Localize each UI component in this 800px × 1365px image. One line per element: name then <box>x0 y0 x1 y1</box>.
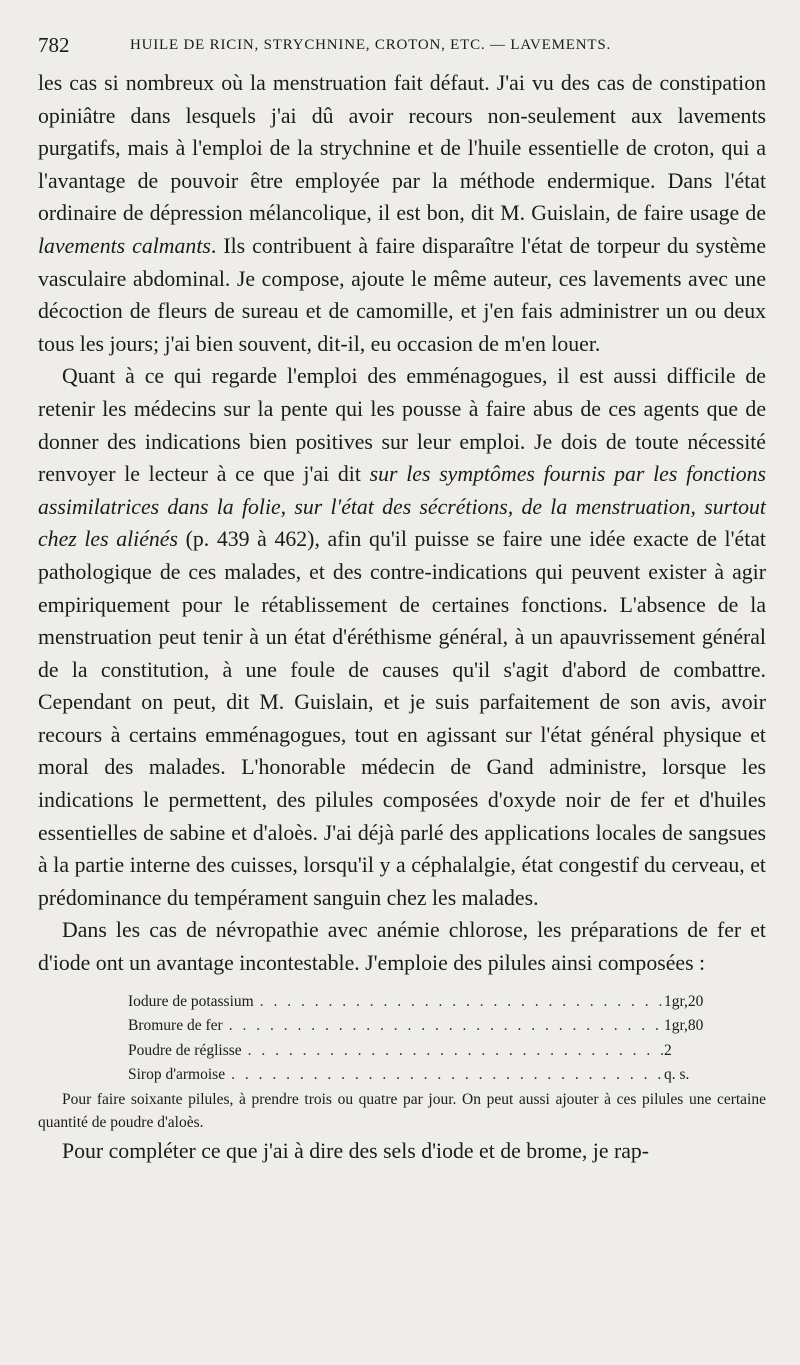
recipe-item <box>128 1063 728 1088</box>
recipe-item <box>128 1014 728 1039</box>
ingredient-quantity: q. s. <box>664 1066 690 1084</box>
dot-leader <box>223 1014 664 1039</box>
body-text <box>38 67 766 1167</box>
paragraph-1-text-a: les cas si nombreux où la menstruation fait défaut. J'ai vu des cas de constipation opiniâtre dans lesquels j'ai dû avoir recours non-seulement aux lavements purgatifs, mais à l'emploi de la strychnine et de l'huile essentielle de croton, qui a l'avantage de pouvoir être employée par la méthode endermique. Dans l'état ordinaire de dépression mélancolique, il est bon, dit M. Guislain, de faire usage de <box>38 71 766 226</box>
paragraph-4: Pour compléter ce que j'ai à dire des sels d'iode et de brome, je rap- <box>62 1138 650 1163</box>
ingredient-name: Sirop d'armoise <box>128 1066 226 1084</box>
ingredient-quantity: 1gr,20 <box>664 992 704 1010</box>
paragraph-1-emphasis: lavements calmants <box>38 233 211 258</box>
recipe-list <box>128 990 728 1088</box>
dot-leader <box>254 990 664 1015</box>
ingredient-quantity: 1gr,80 <box>664 1017 704 1035</box>
recipe-note: Pour faire soixante pilules, à prendre trois ou quatre par jour. On peut aussi ajouter à ces pilules une certaine quantité de poudre d'aloès. <box>38 1090 766 1132</box>
dot-leader <box>225 1063 664 1088</box>
ingredient-quantity: 2 <box>664 1041 672 1059</box>
paragraph-1-text-b: . Ils contribuent à faire disparaître l'état de torpeur du système vasculaire abdominal. Je compose, ajoute le même auteur, ces lavements avec une décoction de fleurs de sureau et de camomille, et j'en fais administrer un ou deux tous les jours; j'ai bien souvent, dit-il, eu occasion de m'en louer. <box>38 233 766 356</box>
ingredient-name: Bromure de fer <box>128 1017 223 1035</box>
recipe-item <box>128 990 728 1015</box>
ingredient-name: Iodure de potassium <box>128 992 254 1010</box>
recipe-item <box>128 1039 728 1064</box>
paragraph-2-emphasis: sur les symptômes fournis par les fonctions assimilatrices dans la folie, sur l'état des sécrétions, de la menstruation, surtout chez les aliénés <box>38 462 766 552</box>
paragraph-2 <box>38 360 766 914</box>
running-title: HUILE DE RICIN, STRYCHNINE, CROTON, ETC. — LAVEMENTS. <box>130 37 612 53</box>
page-header <box>38 33 778 59</box>
paragraph-2-text-a: Quant à ce qui regarde l'emploi des emménagogues, il est aussi difficile de retenir les médecins sur la pente qui les pousse à faire abus de ces agents que de donner des indications bien positives sur leur emploi. Je dois de toute nécessité renvoyer le lecteur à ce que j'ai dit <box>38 364 766 487</box>
paragraph-3: Dans les cas de névropathie avec anémie chlorose, les préparations de fer et d'iode ont un avantage incontestable. J'emploie des pilules ainsi composées : <box>38 918 766 976</box>
ingredient-name: Poudre de réglisse <box>128 1041 242 1059</box>
paragraph-1 <box>38 67 766 360</box>
paragraph-2-text-b: (p. 439 à 462), afin qu'il puisse se faire une idée exacte de l'état pathologique de ces malades, et des contre-indications qui peuvent exister à agir empiriquement pour le rétablissement de certaines fonctions. L'absence de la menstruation peut tenir à un état d'éréthisme général, à un apauvrissement général de la constitution, à une foule de causes qu'il s'agit d'abord de combattre. Cependant on peut, dit M. Guislain, et je suis parfaitement de son avis, avoir recours à certains emménagogues, tout en agissant sur l'état général physique et moral des malades. L'honorable médecin de Gand administre, lorsque les indications le permettent, des pilules composées d'oxyde noir de fer et d'huiles essentielles de sabine et d'aloès. J'ai déjà parlé des applications locales de sangsues à la partie interne des cuisses, lorsqu'il y a céphalalgie, état congestif du cerveau, et prédominance du tempérament sanguin chez les malades. <box>38 527 766 910</box>
page-number: 782 <box>38 33 70 57</box>
dot-leader <box>242 1039 664 1064</box>
